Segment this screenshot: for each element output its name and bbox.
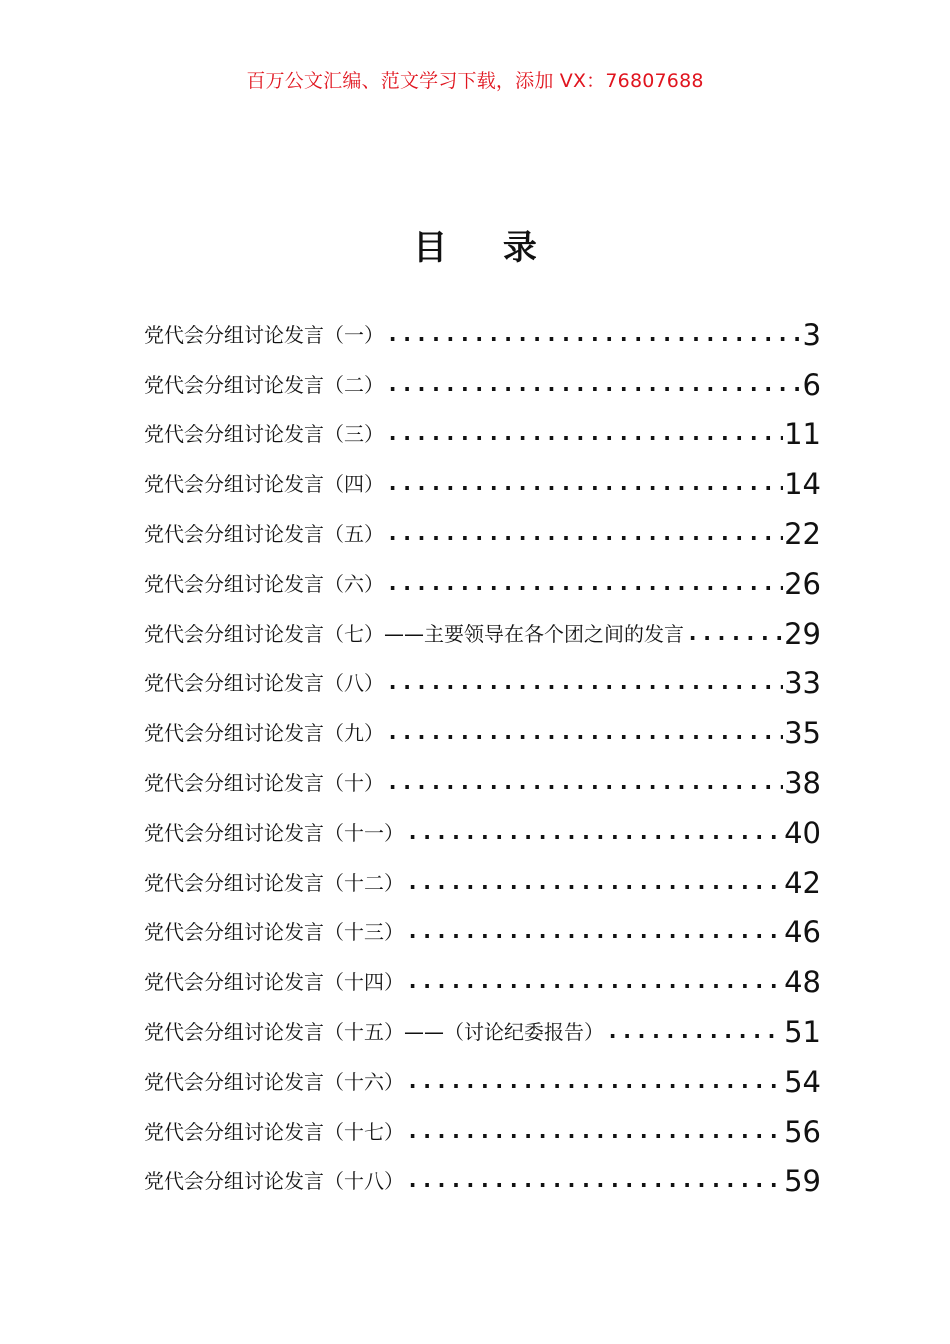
toc-dot-leader <box>406 870 783 898</box>
toc-dot-leader <box>406 1119 783 1147</box>
toc-dot-leader <box>406 820 783 848</box>
toc-entry[interactable] <box>144 649 821 699</box>
toc-entry[interactable] <box>144 848 821 898</box>
toc-entry-page-number[interactable]: 29 <box>784 616 821 651</box>
toc-entry-page-number[interactable]: 42 <box>784 865 821 900</box>
toc-entry[interactable] <box>144 947 821 1000</box>
toc-entry[interactable] <box>144 997 821 1047</box>
toc-entry-page-number[interactable]: 3 <box>802 317 821 352</box>
toc-dot-leader <box>386 720 783 748</box>
toc-entry-label[interactable]: 党代会分组讨论发言（十一） <box>144 820 404 845</box>
toc-dot-leader <box>386 322 802 350</box>
toc-entry-label[interactable]: 党代会分组讨论发言（四） <box>144 472 384 497</box>
toc-entry-page-number[interactable]: 48 <box>784 965 821 1000</box>
toc-entry[interactable] <box>144 350 821 400</box>
toc-entry-page-number[interactable]: 6 <box>802 367 821 402</box>
toc-entry-page-number[interactable]: 54 <box>784 1064 821 1099</box>
toc-dot-leader <box>686 621 783 649</box>
toc-entry-page-number[interactable]: 33 <box>784 666 821 701</box>
toc-entry[interactable] <box>144 1097 821 1147</box>
toc-dot-leader <box>386 670 783 698</box>
toc-entry[interactable] <box>144 300 821 350</box>
toc-entry-page-number[interactable]: 22 <box>784 516 821 551</box>
toc-entry-page-number[interactable]: 38 <box>784 765 821 800</box>
toc-entry[interactable] <box>144 1047 821 1097</box>
toc-entry-page-number[interactable]: 56 <box>784 1114 821 1149</box>
toc-entry[interactable] <box>144 698 821 751</box>
toc-dot-leader <box>386 521 783 549</box>
toc-entry-label[interactable]: 党代会分组讨论发言（六） <box>144 571 384 596</box>
toc-entry[interactable] <box>144 449 821 502</box>
toc-entry[interactable] <box>144 549 821 599</box>
toc-dot-leader <box>386 471 783 499</box>
toc-dot-leader <box>406 919 783 947</box>
toc-entry-label[interactable]: 党代会分组讨论发言（七）——主要领导在各个团之间的发言 <box>144 621 684 646</box>
toc-dot-leader <box>606 1019 783 1047</box>
header-notice: 百万公文汇编、范文学习下载，添加 VX：76807688 <box>246 70 704 92</box>
toc-dot-leader <box>386 571 783 599</box>
toc-entry-page-number[interactable]: 59 <box>784 1164 821 1199</box>
toc-entry-page-number[interactable]: 26 <box>784 566 821 601</box>
toc-entry-label[interactable]: 党代会分组讨论发言（十七） <box>144 1119 404 1144</box>
toc-entry-label[interactable]: 党代会分组讨论发言（八） <box>144 671 384 696</box>
toc-dot-leader <box>406 1069 783 1097</box>
toc-entry-label[interactable]: 党代会分组讨论发言（十八） <box>144 1169 404 1194</box>
toc-dot-leader <box>386 372 802 400</box>
table-of-contents <box>144 300 821 1199</box>
toc-entry-page-number[interactable]: 14 <box>784 467 821 502</box>
toc-title: 目 录 <box>413 228 559 268</box>
toc-entry[interactable] <box>144 748 821 798</box>
toc-entry-label[interactable]: 党代会分组讨论发言（十） <box>144 770 384 795</box>
toc-entry-label[interactable]: 党代会分组讨论发言（五） <box>144 521 384 546</box>
toc-entry[interactable] <box>144 898 821 948</box>
toc-entry[interactable] <box>144 1147 821 1197</box>
toc-entry-label[interactable]: 党代会分组讨论发言（九） <box>144 721 384 746</box>
toc-entry[interactable] <box>144 798 821 848</box>
toc-entry-label[interactable]: 党代会分组讨论发言（十二） <box>144 870 404 895</box>
toc-entry-label[interactable]: 党代会分组讨论发言（三） <box>144 422 384 447</box>
toc-entry-label[interactable]: 党代会分组讨论发言（十六） <box>144 1069 404 1094</box>
toc-entry-label[interactable]: 党代会分组讨论发言（一） <box>144 322 384 347</box>
toc-dot-leader <box>406 1168 783 1196</box>
toc-dot-leader <box>406 969 783 997</box>
toc-entry-label[interactable]: 党代会分组讨论发言（二） <box>144 372 384 397</box>
toc-entry-label[interactable]: 党代会分组讨论发言（十四） <box>144 970 404 995</box>
toc-entry-page-number[interactable]: 46 <box>784 915 821 950</box>
toc-entry-label[interactable]: 党代会分组讨论发言（十三） <box>144 920 404 945</box>
toc-entry-page-number[interactable]: 11 <box>784 417 821 452</box>
toc-entry-page-number[interactable]: 40 <box>784 815 821 850</box>
toc-entry[interactable] <box>144 499 821 549</box>
toc-dot-leader <box>386 421 783 449</box>
toc-entry-page-number[interactable]: 51 <box>784 1014 821 1049</box>
toc-entry[interactable] <box>144 599 821 649</box>
toc-dot-leader <box>386 770 783 798</box>
toc-entry[interactable] <box>144 400 821 450</box>
toc-entry-label[interactable]: 党代会分组讨论发言（十五）——（讨论纪委报告） <box>144 1019 604 1044</box>
toc-entry-page-number[interactable]: 35 <box>784 716 821 751</box>
